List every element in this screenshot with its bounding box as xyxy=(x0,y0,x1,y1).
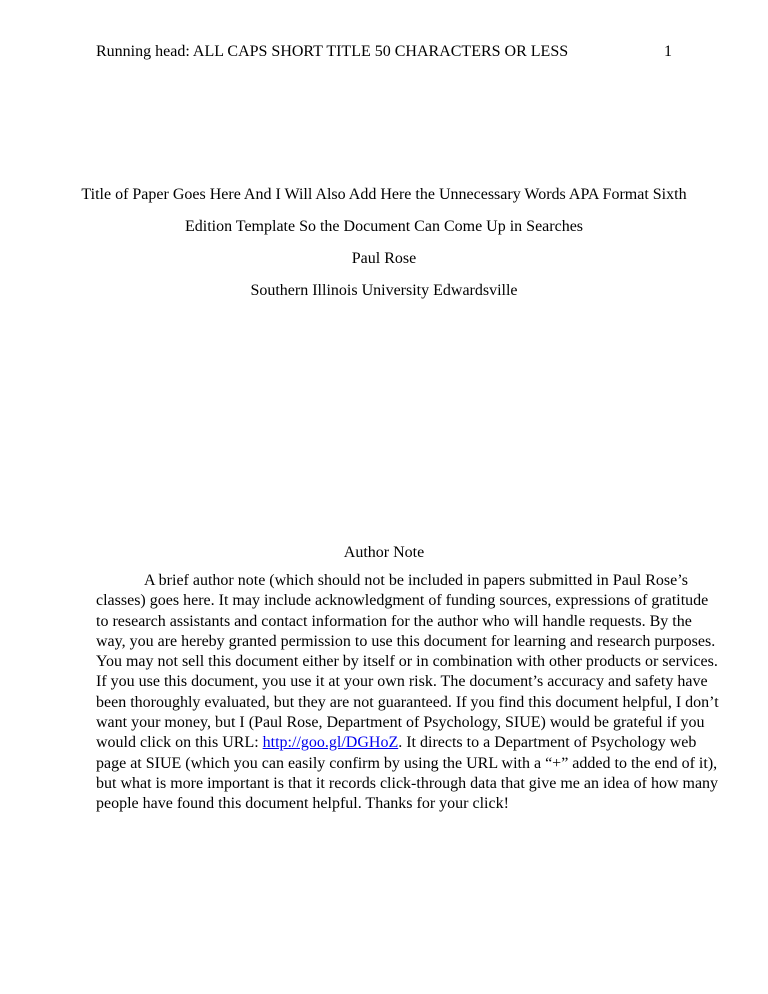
author-note-heading: Author Note xyxy=(343,544,425,561)
author-note-line: You may not sell this document either by itself or in combination with other products or services. xyxy=(96,653,718,671)
title-block xyxy=(80,179,688,307)
page-header xyxy=(96,40,672,64)
paper-title-line-2: Edition Template So the Document Can Come Up in Searches xyxy=(184,218,584,235)
paper-title-line-1: Title of Paper Goes Here And I Will Also Add Here the Unnecessary Words APA Format Sixth xyxy=(81,186,687,203)
author-note-text: . It directs to a Department of Psychology web xyxy=(398,734,697,752)
author-note-line: way, you are hereby granted permission to use this document for learning and research purposes. xyxy=(96,632,716,650)
author-note-body xyxy=(96,571,719,815)
tracking-url-link[interactable]: http://goo.gl/DGHoZ xyxy=(262,734,399,752)
author-name: Paul Rose xyxy=(351,250,417,267)
author-note-line: want your money, but I (Paul Rose, Department of Psychology, SIUE) would be grateful if you xyxy=(96,714,705,732)
author-note-line: A brief author note (which should not be included in papers submitted in Paul Rose’s xyxy=(144,572,688,589)
author-note-line: If you use this document, you use it at your own risk. The document’s accuracy and safety have xyxy=(96,673,708,691)
author-note-line: but what is more important is that it records click-through data that give me an idea of how many xyxy=(96,774,719,792)
author-note-line: been thoroughly evaluated, but they are not guaranteed. If you find this document helpful, I don’t xyxy=(96,693,719,711)
author-note-line: classes) goes here. It may include acknowledgment of funding sources, expressions of gratitude xyxy=(96,592,709,610)
author-note-text: would click on this URL: xyxy=(96,734,263,752)
author-note-line: people have found this document helpful. Thanks for your click! xyxy=(96,795,509,813)
author-affiliation: Southern Illinois University Edwardsville xyxy=(250,282,518,299)
author-note-line: to research assistants and contact information for the author who will handle requests. By the xyxy=(96,612,692,630)
author-note-line-with-link xyxy=(96,733,697,753)
running-head: Running head: ALL CAPS SHORT TITLE 50 CHARACTERS OR LESS xyxy=(96,43,569,60)
author-note-line: page at SIUE (which you can easily confirm by using the URL with a “+” added to the end of it), xyxy=(96,754,718,772)
page-number: 1 xyxy=(664,43,672,60)
